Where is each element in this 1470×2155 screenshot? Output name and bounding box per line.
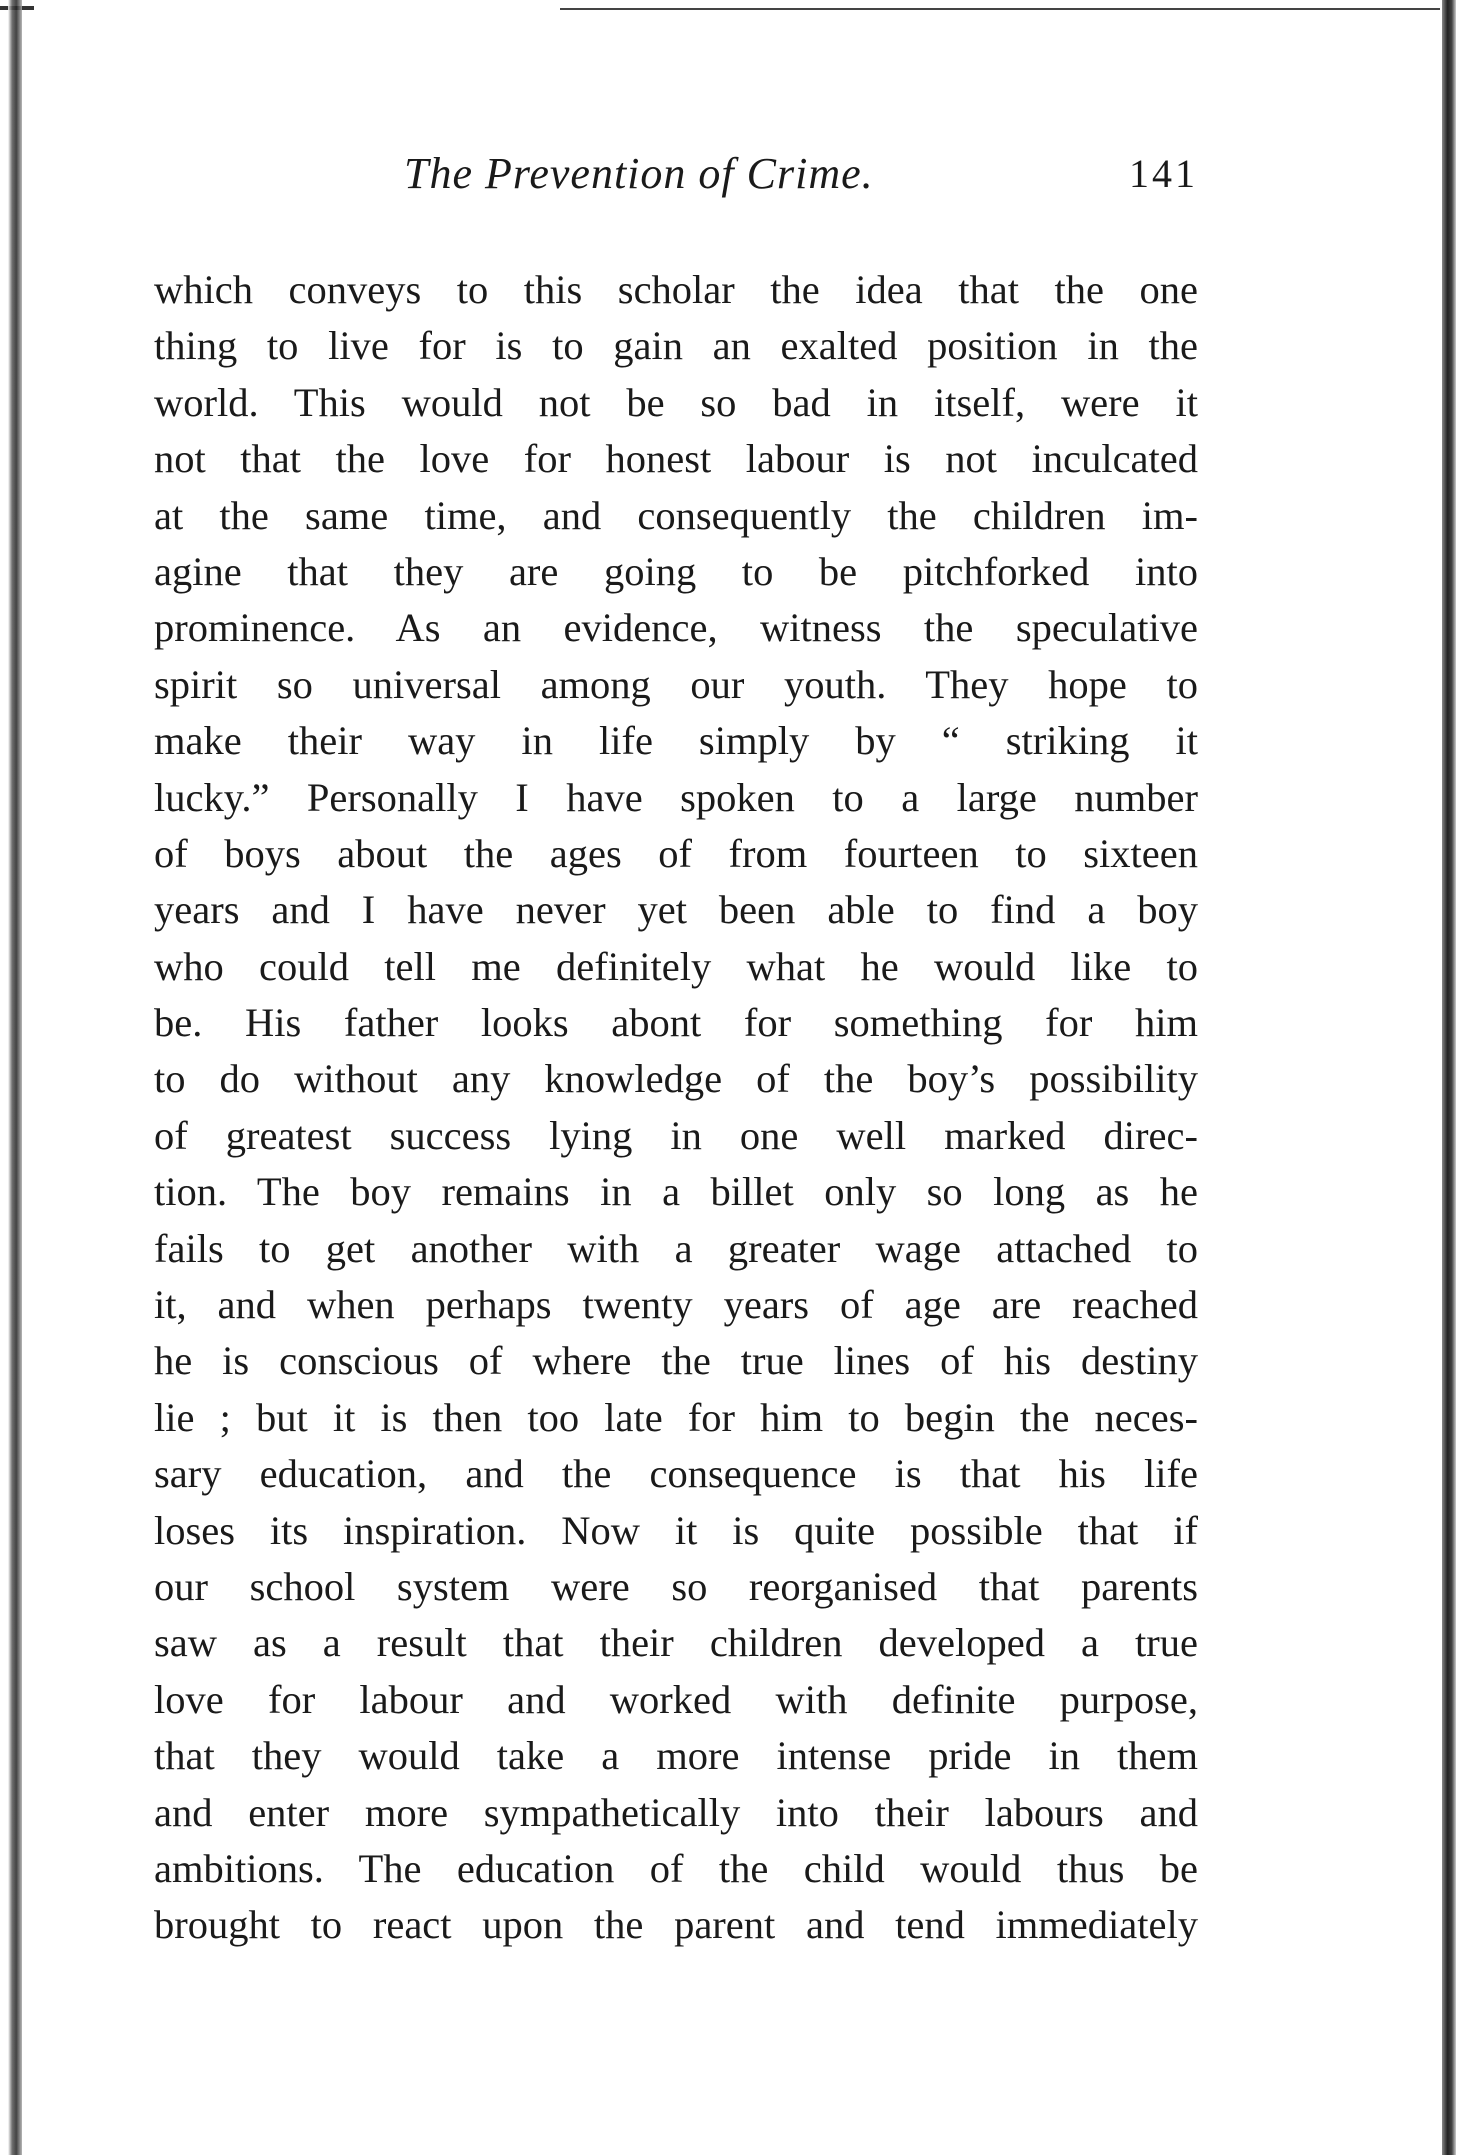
text-line: ambitions. The education of the child would thus be: [154, 1845, 1198, 1891]
text-line: prominence. As an evidence, witness the speculative: [154, 605, 1198, 651]
text-line: world. This would not be so bad in itself, were it: [154, 379, 1198, 425]
text-line: make their way in life simply by “ striking it: [154, 718, 1198, 764]
text-line: which conveys to this scholar the idea that the one: [154, 267, 1198, 312]
text-line: years and I have never yet been able to find a boy: [154, 887, 1198, 933]
text-line: agine that they are going to be pitchforked into: [154, 548, 1198, 594]
running-title: The Prevention of Crime.: [404, 149, 874, 198]
text-line: that they would take a more intense pride in them: [154, 1733, 1198, 1779]
text-line: it, and when perhaps twenty years of age are reached: [154, 1282, 1198, 1328]
text-line: lie ; but it is then too late for him to begin the neces-: [154, 1394, 1198, 1440]
text-line: tion. The boy remains in a billet only so long as he: [154, 1169, 1198, 1215]
text-line: love for labour and worked with definite purpose,: [154, 1676, 1198, 1722]
text-line: brought to react upon the parent and tend immediately: [154, 1902, 1198, 1948]
page-number: 141: [1129, 151, 1198, 196]
text-line: spirit so universal among our youth. They hope to: [154, 661, 1198, 707]
text-line: fails to get another with a greater wage attached to: [154, 1225, 1198, 1271]
text-line: who could tell me definitely what he would like to: [154, 943, 1198, 989]
text-line: loses its inspiration. Now it is quite possible that if: [154, 1507, 1198, 1553]
text-line: lucky.” Personally I have spoken to a large number: [154, 774, 1198, 820]
text-line: at the same time, and consequently the children im-: [154, 492, 1198, 538]
text-line: and enter more sympathetically into their labours and: [154, 1789, 1198, 1835]
text-line: sary education, and the consequence is that his life: [154, 1451, 1198, 1497]
text-line: be. His father looks abont for something for him: [154, 1000, 1198, 1046]
text-line: of greatest success lying in one well marked direc-: [154, 1112, 1198, 1158]
text-line: thing to live for is to gain an exalted position in the: [154, 323, 1198, 369]
text-line: our school system were so reorganised that parents: [154, 1563, 1198, 1609]
text-line: to do without any knowledge of the boy’s possibility: [154, 1056, 1198, 1102]
book-gutter-left: [8, 0, 22, 2155]
text-line: of boys about the ages of from fourteen to sixteen: [154, 830, 1198, 876]
page-edge-top: [560, 8, 1440, 10]
text-line: he is conscious of where the true lines of his destiny: [154, 1338, 1198, 1384]
text-line: not that the love for honest labour is not inculcated: [154, 436, 1198, 482]
page-edge-right: [1442, 0, 1456, 2155]
text-line: saw as a result that their children developed a true: [154, 1620, 1198, 1666]
page-header: [154, 148, 1198, 208]
body-text: [154, 262, 1198, 1954]
